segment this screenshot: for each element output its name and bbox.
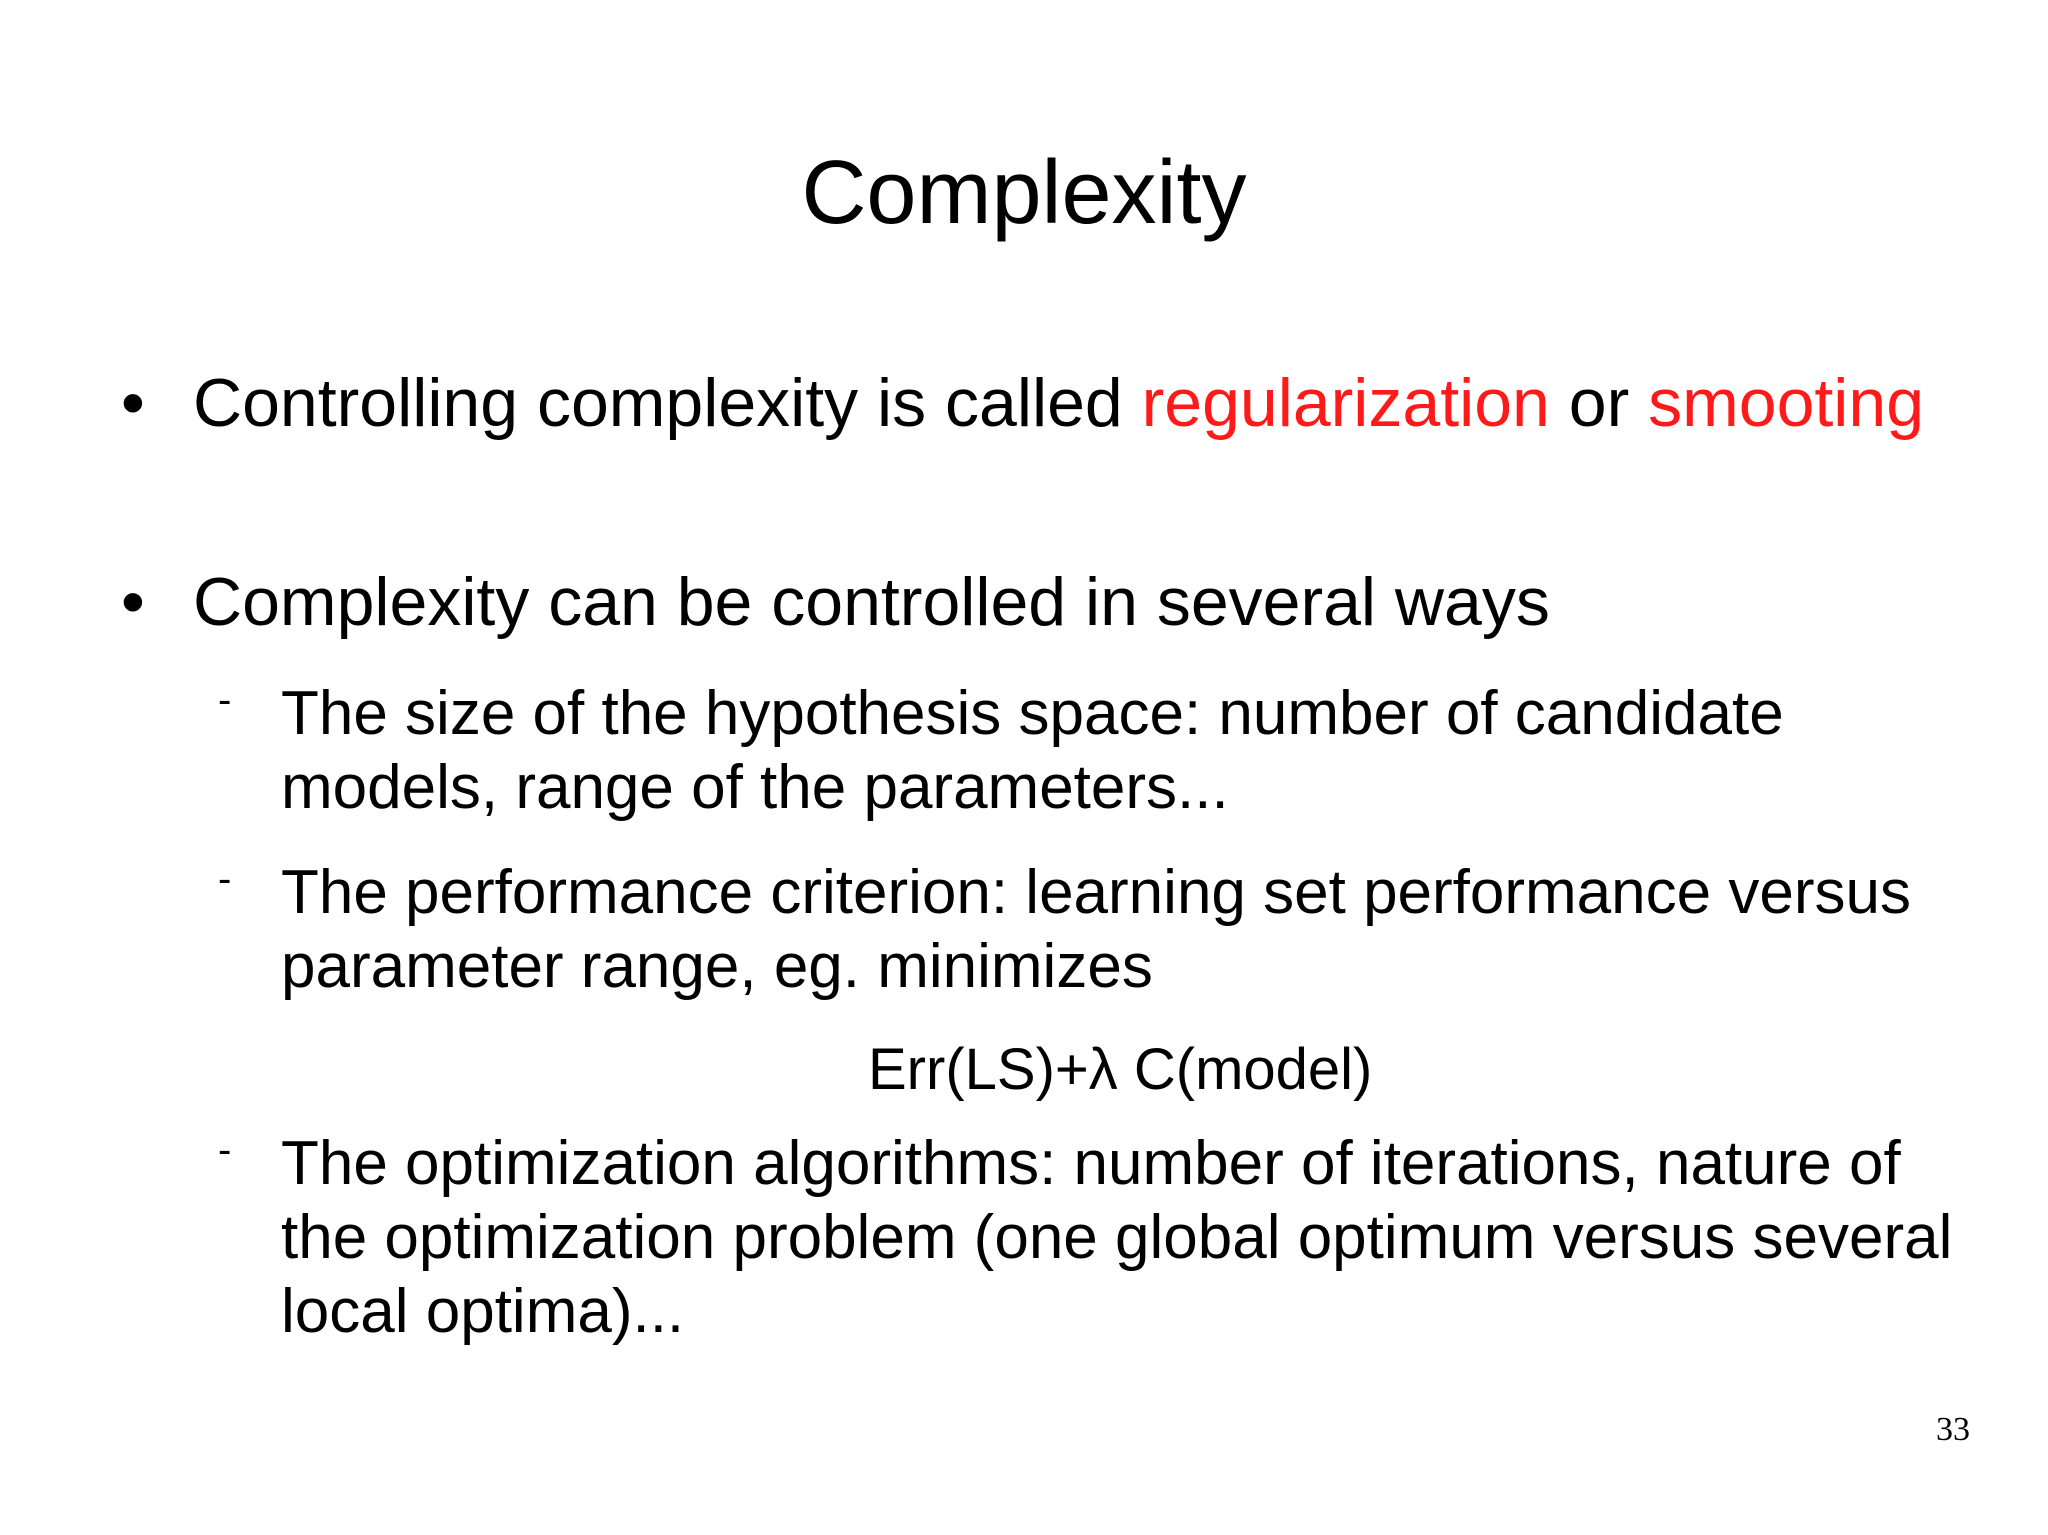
- slide-title: Complexity: [801, 143, 1247, 243]
- bullet-marker: •: [121, 564, 145, 640]
- sub-item-marker: -: [218, 1128, 232, 1172]
- sub-item-text: The optimization algorithms: number of iterations, nature of the optimization problem (one global optimum versus several local optima)...: [281, 1129, 1953, 1346]
- highlight-regularization: regularization: [1141, 365, 1550, 441]
- bullet-text: [193, 364, 1973, 442]
- bullet-text: Complexity can be controlled in several ways: [193, 564, 1550, 640]
- sub-item-marker: -: [218, 857, 232, 901]
- bullet-text-part: Controlling complexity is called: [193, 365, 1142, 441]
- formula: Err(LS)+λ C(model): [868, 1037, 1373, 1102]
- page-number: 33: [1936, 1411, 1970, 1448]
- highlight-smooting: smooting: [1648, 365, 1925, 441]
- sub-item-text: The size of the hypothesis space: number of candidate models, range of the parameters...: [281, 679, 1784, 822]
- sub-item-marker: -: [218, 678, 232, 722]
- sub-item-text: The performance criterion: learning set performance versus parameter range, eg. minimizes: [281, 858, 1911, 1001]
- bullet-text-part: or: [1549, 365, 1649, 441]
- bullet-marker: •: [121, 365, 145, 441]
